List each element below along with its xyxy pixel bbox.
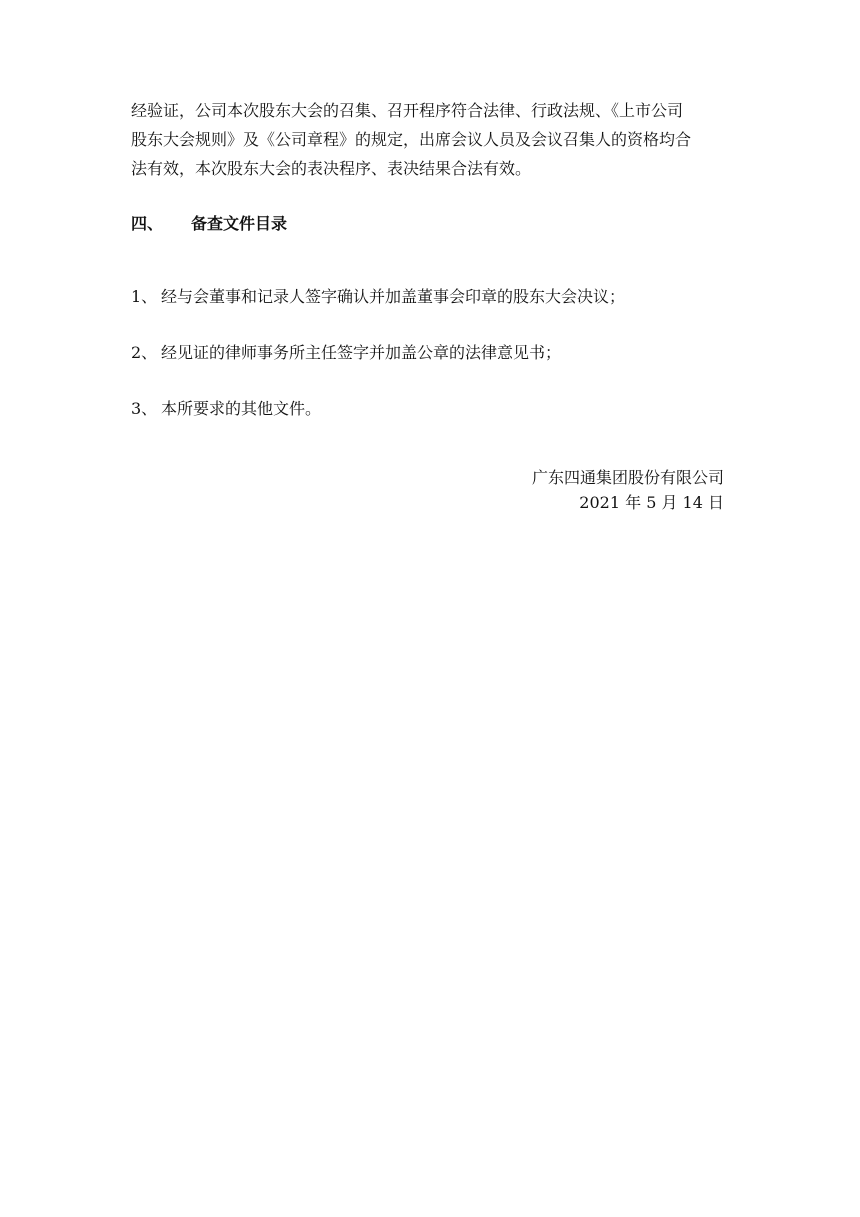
list-item-index: 3、 [131, 399, 158, 418]
company-name: 广东四通集团股份有限公司 [531, 468, 724, 487]
section-title: 备查文件目录 [191, 214, 288, 233]
verification-line: 经验证，公司本次股东大会的召集、召开程序符合法律、行政法规、《上市公司 [131, 101, 684, 120]
list-item-text: 经与会董事和记录人签字确认并加盖董事会印章的股东大会决议； [161, 287, 626, 306]
section-number: 四、 [131, 214, 164, 233]
section-heading [131, 209, 287, 238]
list-item-text: 本所要求的其他文件。 [161, 399, 322, 418]
list-item [131, 282, 625, 311]
verification-line: 股东大会规则》及《公司章程》的规定，出席会议人员及会议召集人的资格均合 [131, 130, 692, 149]
list-item-index: 2、 [131, 343, 158, 362]
list-item-text: 经见证的律师事务所主任签字并加盖公章的法律意见书； [161, 343, 562, 362]
signature-block [532, 465, 724, 515]
list-item [131, 338, 561, 367]
list-item-index: 1、 [131, 287, 158, 306]
verification-paragraph [131, 96, 731, 183]
signature-date: 2021 年 5 月 14 日 [579, 493, 724, 512]
verification-line: 法有效，本次股东大会的表决程序、表决结果合法有效。 [131, 159, 532, 178]
list-item [131, 394, 321, 423]
